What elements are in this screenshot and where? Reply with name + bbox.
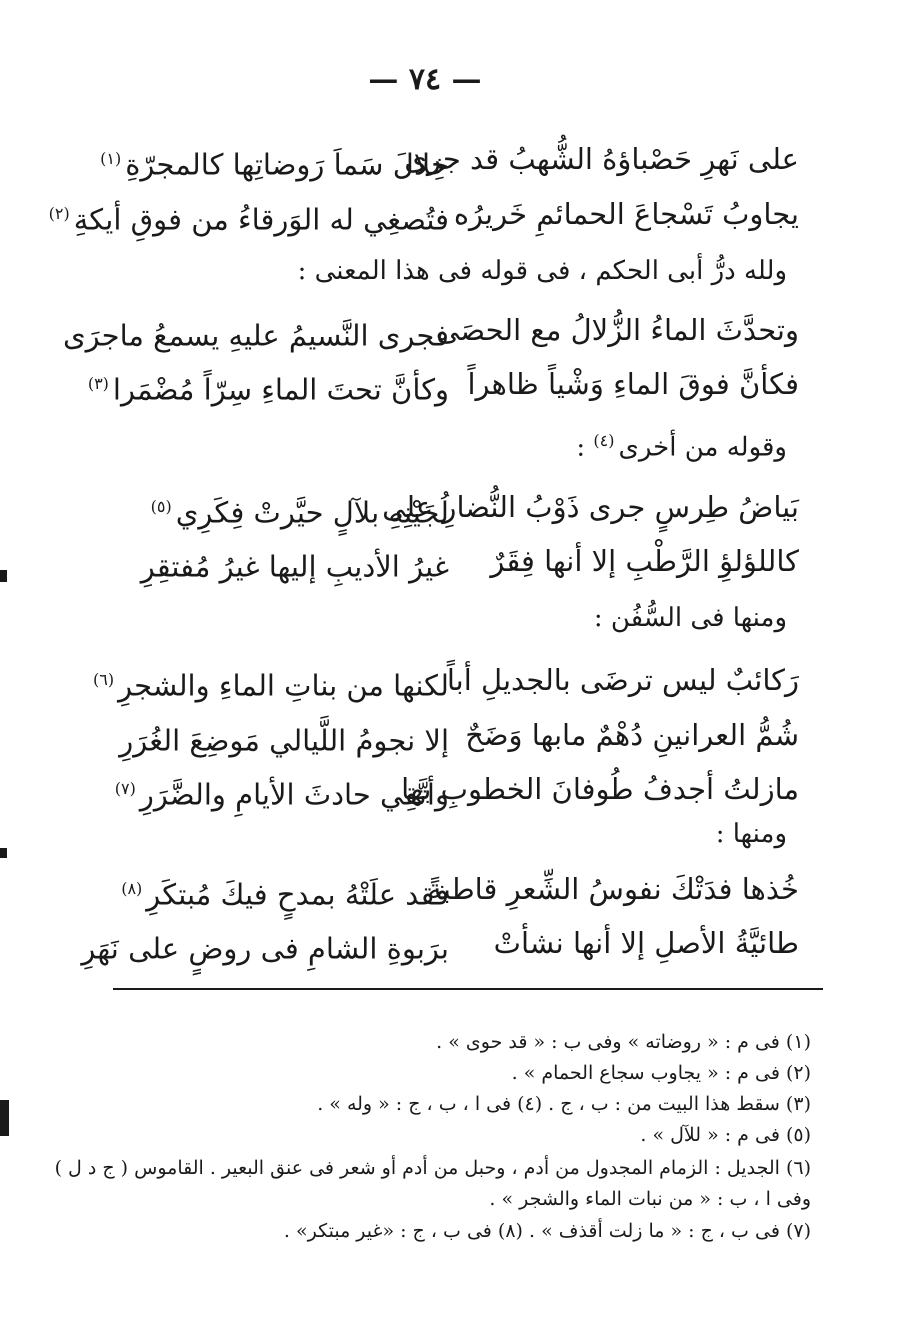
verse-line [48, 191, 799, 245]
footnote-ref: (٧) [114, 779, 136, 798]
verse-text: برَبوةِ الشامِ فى روضٍ على نَهَرِ [81, 931, 449, 966]
verse-second-hemistich [87, 361, 449, 413]
prose-line [576, 420, 787, 469]
verse-text: فجرى النَّسيمُ عليهِ يسمعُ ماجرَى [62, 318, 449, 353]
verse-first-hemistich: بَياضُ طِرسٍ جرى ذَوْبُ النُّضارِ على [382, 490, 799, 524]
footnote-ref: (٣) [87, 374, 109, 393]
verse-second-hemistich [109, 712, 449, 764]
verse-second-hemistich [109, 866, 449, 918]
footnote-ref: (٦) [93, 670, 115, 689]
footnote-ref: (٤) [593, 431, 615, 450]
verse-line [109, 766, 799, 820]
footnote-ref: (٥) [150, 497, 172, 516]
verse-text: خِلالَ سَماَ رَوضاتِها كالمجرّةِ [125, 147, 449, 182]
verse-text: فتُصغِي له الوَرقاءُ من فوقِ أيكةِ [73, 202, 449, 237]
page-number: — ٧٤ — [368, 62, 482, 97]
verse-line [109, 712, 799, 766]
verse-first-hemistich: فكأنَّ فوقَ الماءِ وَشْياً ظاهراً [467, 367, 799, 401]
scan-edge-mark [0, 848, 7, 858]
verse-second-hemistich [48, 191, 449, 243]
verse-text: إلا نجومُ اللَّيالي مَوضِعَ الغُرَرِ [119, 723, 449, 758]
verse-text: لكنها من بناتِ الماءِ والشجرِ [118, 668, 449, 703]
verse-line [109, 866, 799, 920]
footnote: (٥) فى م : « للآل » . [640, 1124, 811, 1146]
verse-second-hemistich [93, 657, 449, 709]
verse-second-hemistich [81, 920, 449, 972]
verse-second-hemistich [62, 307, 449, 359]
verse-second-hemistich [109, 538, 449, 590]
prose-line: ومنها : [715, 819, 787, 849]
verse-first-hemistich: وتحدَّثَ الماءُ الزُّلالُ مع الحصَى [436, 313, 799, 347]
prose-line: ولله درُّ أبى الحكم ، فى قوله فى هذا المعنى : [297, 256, 787, 286]
verse-text: لُجَيْنِهِ بلآلٍ حيَّرتْ فِكَرِي [175, 495, 449, 530]
prose-line: ومنها فى السُّفُن : [593, 603, 787, 633]
footnote-ref: (٨) [121, 879, 143, 898]
footnote: (٦) الجديل : الزمام المجدول من أدم ، وحبل من أدم أو شعر فى عنق البعير . القاموس ( ج د ل ) [54, 1157, 811, 1179]
footnote: (٣) سقط هذا البيت من : ب ، ج . (٤) فى ا ، ب ، ج : « وله » . [317, 1093, 811, 1115]
verse-second-hemistich [109, 484, 449, 536]
verse-first-hemistich: طائيَّةُ الأصلِ إلا أنها نشأتْ [493, 926, 799, 960]
verse-first-hemistich: مازلتُ أجدفُ طُوفانَ الخطوبِ بها [401, 772, 799, 806]
verse-first-hemistich: رَكائبٌ ليس ترضَى بالجديلِ أباً [446, 663, 799, 697]
verse-first-hemistich: على نَهرِ حَصْباؤهُ الشُّهبُ قد جرى [404, 142, 799, 176]
verse-first-hemistich: كاللؤلؤِ الرَّطْبِ إلا أنها فِقَرٌ [490, 544, 799, 578]
verse-text: غيرُ الأديبِ إليها غيرُ مُفتقِرِ [140, 549, 449, 584]
verse-first-hemistich: يجاوبُ تَسْجاعَ الحمائمِ خَريرُه [453, 197, 799, 231]
verse-line [100, 136, 799, 190]
scan-edge-mark [0, 1100, 9, 1136]
verse-line [81, 920, 799, 974]
footnote: وفى ا ، ب : « من نبات الماء والشجر » . [489, 1188, 811, 1210]
verse-line [109, 538, 799, 592]
verse-second-hemistich [109, 766, 449, 818]
scan-edge-mark [0, 570, 7, 582]
verse-line [109, 484, 799, 538]
verse-line [62, 307, 799, 361]
verse-text: وأتَّقِي حادثَ الأيامِ والضَّرَرِ [139, 777, 449, 812]
verse-line [87, 361, 799, 415]
verse-first-hemistich: شُمُّ العرانينِ دُهْمٌ مابها وَضَحٌ [465, 718, 799, 752]
verse-text: فقد علَتْهُ بمدحٍ فيكَ مُبتكَرِ [146, 877, 449, 912]
footnote-ref: (١) [100, 149, 122, 168]
footnote: (٧) فى ب ، ج : « ما زلت أقذف » . (٨) فى ب ، ج : «غير مبتكر» . [283, 1220, 811, 1242]
verse-second-hemistich [100, 136, 449, 188]
prose-text: وقوله من أخرى [618, 432, 787, 463]
prose-colon: : [576, 432, 594, 463]
verse-first-hemistich: خُذها فدَتْكَ نفوسُ الشِّعرِ قاطبةً [427, 872, 799, 906]
footnote-ref: (٢) [48, 204, 70, 223]
verse-line [93, 657, 799, 711]
footnote: (٢) فى م : « يجاوب سجاع الحمام » . [511, 1062, 811, 1084]
verse-text: وكأنَّ تحتَ الماءِ سِرّاً مُضْمَرا [112, 372, 449, 407]
footnote: (١) فى م : « روضاته » وفى ب : « قد حوى » . [436, 1031, 811, 1053]
footnote-separator [113, 988, 823, 990]
